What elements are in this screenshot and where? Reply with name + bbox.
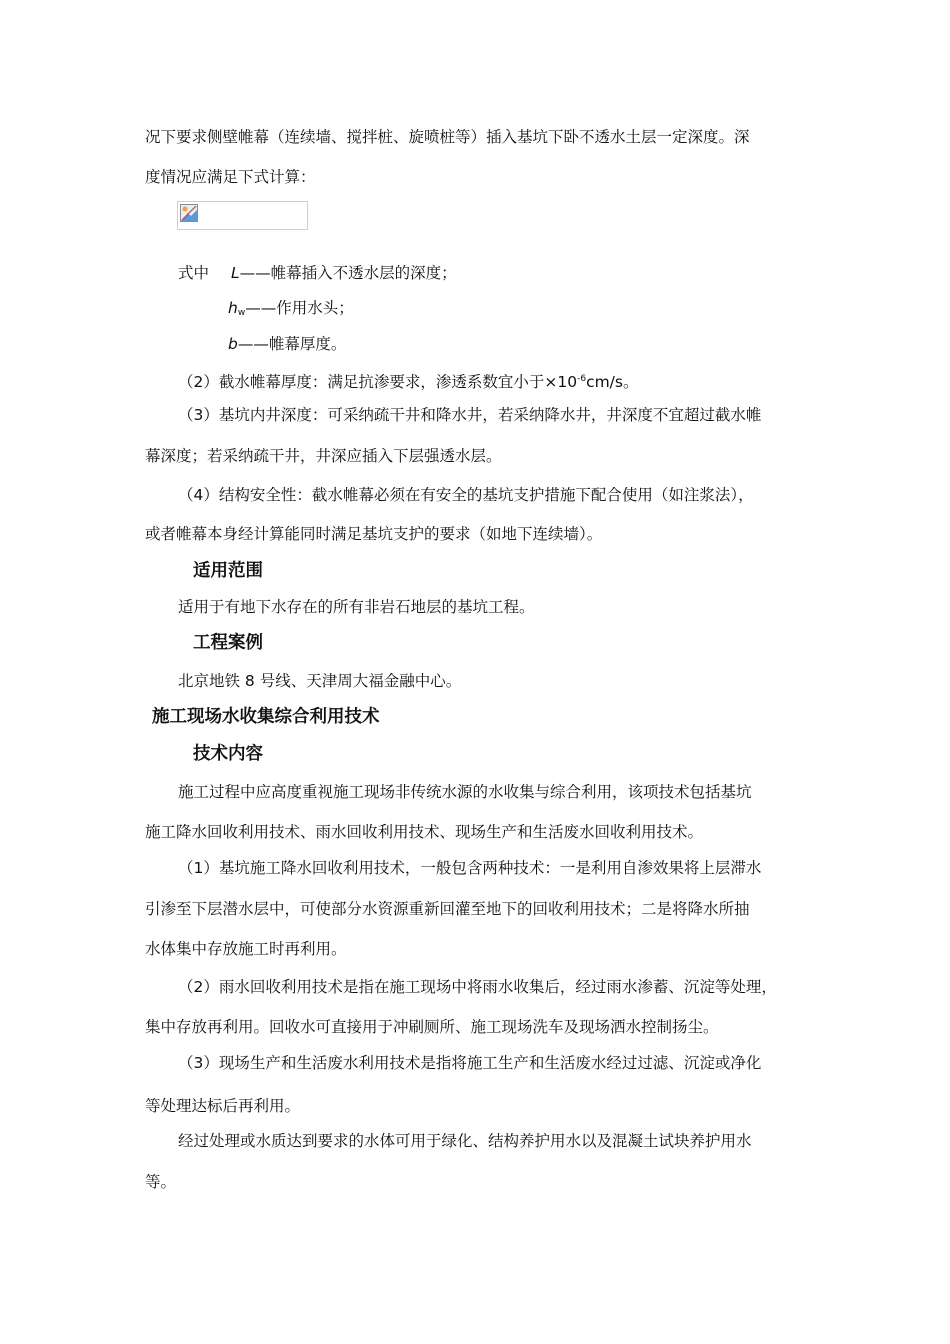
item2-unit: cm/s。 — [586, 373, 639, 391]
paragraph-line: 水体集中存放施工时再利用。 — [145, 940, 347, 958]
paragraph-line: 引渗至下层潜水层中，可使部分水资源重新回灌至地下的回收利用技术；二是将降水所抽 — [145, 900, 750, 918]
section-heading: 适用范围 — [193, 561, 263, 581]
def-text: ——作用水头； — [245, 299, 354, 317]
paragraph-line: 施工过程中应高度重视施工现场非传统水源的水收集与综合利用，该项技术包括基坑 — [178, 783, 752, 801]
paragraph-line: （3）现场生产和生活废水利用技术是指将施工生产和生活废水经过过滤、沉淀或净化 — [178, 1054, 762, 1072]
paragraph-line: （1）基坑施工降水回收利用技术，一般包含两种技术：一是利用自渗效果将上层滞水 — [178, 859, 762, 877]
paragraph-line: 幕深度；若采纳疏干井，井深应插入下层强透水层。 — [145, 447, 502, 465]
exponent: -6 — [577, 374, 587, 384]
where-label: 式中 — [178, 264, 210, 282]
paragraph-line: 度情况应满足下式计算： — [145, 168, 316, 186]
var-h: h — [228, 299, 238, 317]
definition-line — [228, 334, 346, 354]
paragraph-line: （3）基坑内井深度：可采纳疏干井和降水井，若采纳降水井，井深度不宜超过截水帷 — [178, 406, 762, 424]
paragraph-line: 北京地铁 8 号线、天津周大福金融中心。 — [178, 672, 462, 690]
var-h-subscript: w — [237, 308, 246, 318]
item2-text: （2）截水帷幕厚度：满足抗渗要求，渗透系数宜小于×10 — [178, 373, 578, 391]
paragraph-line: （2）雨水回收利用技术是指在施工现场中将雨水收集后，经过雨水渗蓄、沉淀等处理， — [178, 978, 777, 996]
paragraph-line: 等处理达标后再利用。 — [145, 1097, 301, 1115]
var-b: b — [228, 335, 238, 353]
paragraph-line: （4）结构安全性：截水帷幕必须在有安全的基坑支护措施下配合使用（如注浆法）， — [178, 486, 754, 504]
paragraph-line: 集中存放再利用。回收水可直接用于冲刷厕所、施工现场洗车及现场洒水控制扬尘。 — [145, 1018, 719, 1036]
definition-line — [228, 298, 354, 323]
section-heading: 工程案例 — [193, 633, 263, 653]
definition-line — [178, 263, 457, 283]
paragraph-line — [178, 369, 638, 392]
formula-image — [177, 201, 308, 230]
broken-image-icon — [180, 204, 198, 222]
var-L: L — [231, 264, 240, 282]
paragraph-line: 等。 — [145, 1173, 177, 1191]
section-heading: 技术内容 — [193, 744, 263, 764]
def-text: ——帷幕插入不透水层的深度； — [239, 264, 457, 282]
section-heading: 施工现场水收集综合利用技术 — [152, 707, 380, 727]
paragraph-line: 况下要求侧壁帷幕（连续墙、搅拌桩、旋喷桩等）插入基坑下卧不透水土层一定深度。深 — [145, 128, 750, 146]
paragraph-line: 或者帷幕本身经计算能同时满足基坑支护的要求（如地下连续墙）。 — [145, 525, 603, 543]
paragraph-line: 经过处理或水质达到要求的水体可用于绿化、结构养护用水以及混凝土试块养护用水 — [178, 1132, 752, 1150]
paragraph-line: 适用于有地下水存在的所有非岩石地层的基坑工程。 — [178, 598, 535, 616]
def-text: ——帷幕厚度。 — [237, 335, 347, 353]
paragraph-line: 施工降水回收利用技术、雨水回收利用技术、现场生产和生活废水回收利用技术。 — [145, 823, 704, 841]
